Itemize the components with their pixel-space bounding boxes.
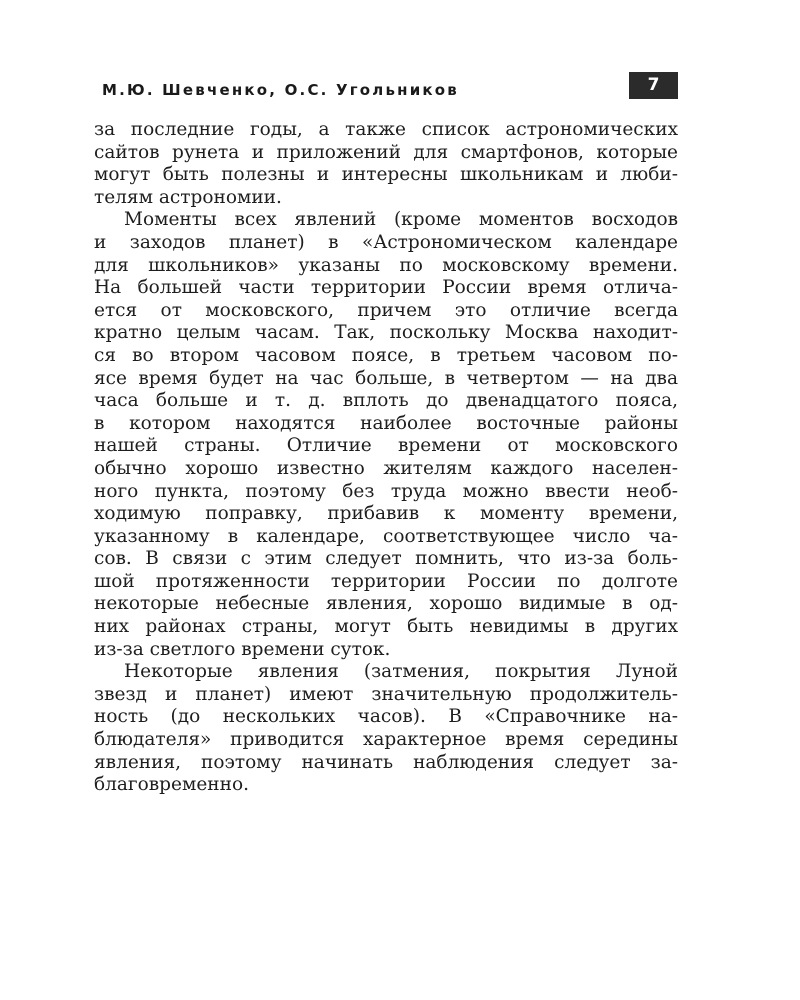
paragraph-3 bbox=[94, 661, 678, 797]
text-line: часа больше и т. д. вплоть до двенадцатого пояса, bbox=[94, 390, 678, 412]
text-line: ного пункта, поэтому без труда можно ввести необ- bbox=[94, 480, 678, 502]
text-line: ходимую поправку, прибавив к моменту времени, bbox=[94, 503, 678, 525]
text-line: и заходов планет) в «Астрономическом календаре bbox=[94, 231, 678, 253]
text-line: На большей части территории России время отлича- bbox=[94, 277, 678, 299]
text-line: явления, поэтому начинать наблюдения следует за- bbox=[94, 751, 678, 773]
text-line: обычно хорошо известно жителям каждого населен- bbox=[94, 457, 678, 479]
text-line: нашей страны. Отличие времени от московского bbox=[94, 435, 678, 457]
text-line: могут быть полезны и интересны школьникам и люби- bbox=[94, 164, 678, 186]
text-line: кратно целым часам. Так, поскольку Москва находит- bbox=[94, 322, 678, 344]
text-line: шой протяженности территории России по долготе bbox=[94, 570, 678, 592]
text-line: из-за светлого времени суток. bbox=[94, 638, 391, 660]
paragraph-1 bbox=[94, 119, 678, 209]
text-line: них районах страны, могут быть невидимы в других bbox=[94, 616, 678, 638]
text-line: ся во втором часовом поясе, в третьем часовом по- bbox=[94, 344, 678, 366]
running-head: М.Ю. Шевченко, О.С. Угольников bbox=[102, 81, 459, 99]
text-line: для школьников» указаны по московскому времени. bbox=[94, 254, 678, 276]
paragraph-2 bbox=[94, 209, 678, 661]
text-line: благовременно. bbox=[94, 774, 249, 796]
page-number: 7 bbox=[629, 72, 678, 99]
text-line: в котором находятся наиболее восточные районы bbox=[94, 412, 678, 434]
text-line: указанному в календаре, соответствующее число ча- bbox=[94, 525, 678, 547]
page-header bbox=[97, 72, 678, 100]
text-line: звезд и планет) имеют значительную продолжитель- bbox=[94, 683, 678, 705]
text-line: ется от московского, причем это отличие всегда bbox=[94, 299, 678, 321]
text-line: сов. В связи с этим следует помнить, что из-за боль- bbox=[94, 548, 678, 570]
text-line: Некоторые явления (затмения, покрытия Луной bbox=[124, 661, 678, 683]
text-line: блюдателя» приводится характерное время середины bbox=[94, 729, 678, 751]
text-line: ность (до нескольких часов). В «Справочнике на- bbox=[94, 706, 678, 728]
text-line: некоторые небесные явления, хорошо видимые в од- bbox=[94, 593, 678, 615]
text-line: Моменты всех явлений (кроме моментов восходов bbox=[124, 209, 678, 231]
text-body bbox=[94, 119, 678, 797]
text-line: телям астрономии. bbox=[94, 186, 282, 208]
text-line: за последние годы, а также список астрономических bbox=[94, 119, 678, 140]
text-line: сайтов рунета и приложений для смартфонов, которые bbox=[94, 141, 678, 163]
text-line: ясе время будет на час больше, в четвертом — на два bbox=[94, 367, 678, 389]
